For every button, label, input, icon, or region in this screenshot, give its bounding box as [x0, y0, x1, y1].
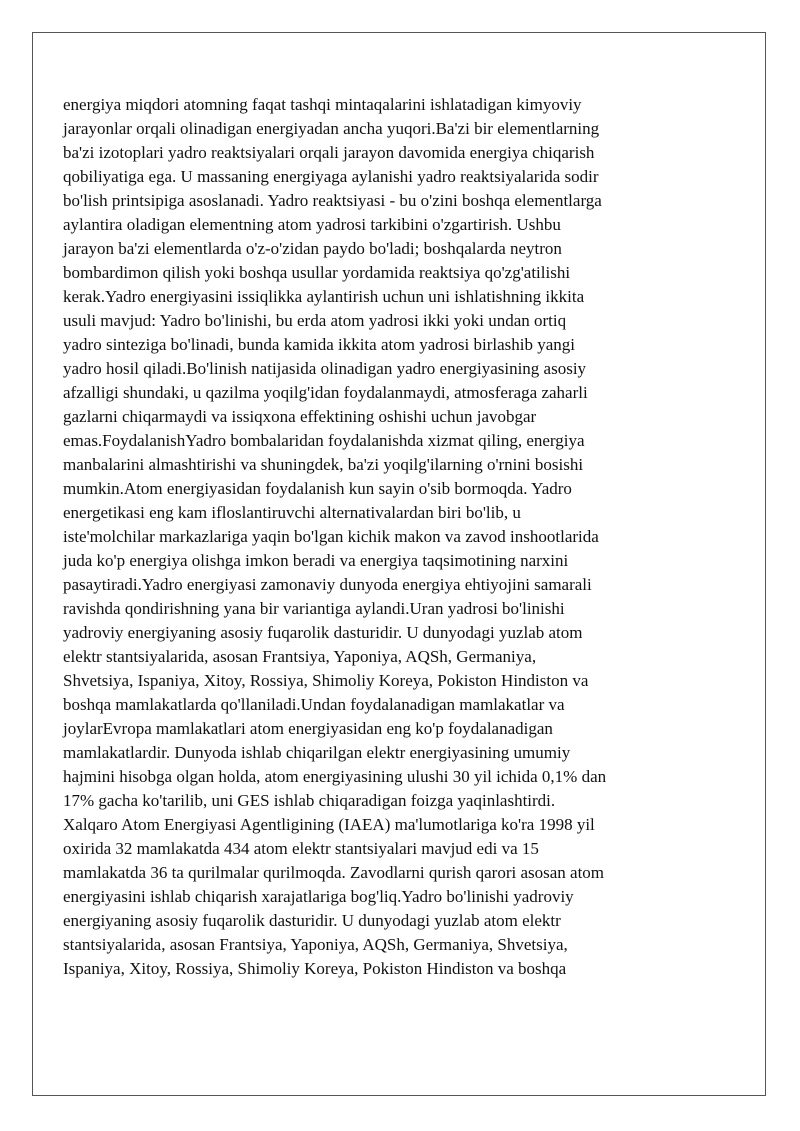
- text-line: energetikasi eng kam ifloslantiruvchi alternativalardan biri bo'lib, u: [63, 503, 521, 522]
- text-line: Xalqaro Atom Energiyasi Agentligining (IAEA) ma'lumotlariga ko'ra 1998 yil: [63, 815, 595, 834]
- text-line: 17% gacha ko'tarilib, uni GES ishlab chiqaradigan foizga yaqinlashtirdi.: [63, 791, 556, 810]
- text-line: stantsiyalarida, asosan Frantsiya, Yaponiya, AQSh, Germaniya, Shvetsiya,: [63, 935, 568, 954]
- text-line: pasaytiradi.Yadro energiyasi zamonaviy dunyoda energiya ehtiyojini samarali: [63, 575, 592, 594]
- text-line: yadroviy energiyaning asosiy fuqarolik dasturidir. U dunyodagi yuzlab atom: [63, 623, 583, 642]
- text-line: elektr stantsiyalarida, asosan Frantsiya, Yaponiya, AQSh, Germaniya,: [63, 647, 537, 666]
- text-line: yadro sinteziga bo'linadi, bunda kamida ikkita atom yadrosi birlashib yangi: [63, 335, 576, 354]
- text-line: energiya miqdori atomning faqat tashqi mintaqalarini ishlatadigan kimyoviy: [63, 95, 582, 114]
- text-line: aylantira oladigan elementning atom yadrosi tarkibini o'zgartirish. Ushbu: [63, 215, 561, 234]
- text-line: iste'molchilar markazlariga yaqin bo'lgan kichik makon va zavod inshootlarida: [63, 527, 599, 546]
- document-body: [63, 93, 673, 981]
- text-line: ba'zi izotoplari yadro reaktsiyalari orqali jarayon davomida energiya chiqarish: [63, 143, 595, 162]
- text-line: ravishda qondirishning yana bir variantiga aylandi.Uran yadrosi bo'linishi: [63, 599, 565, 618]
- text-line: mamlakatda 36 ta qurilmalar qurilmoqda. Zavodlarni qurish qarori asosan atom: [63, 863, 605, 882]
- text-line: yadro hosil qiladi.Bo'linish natijasida olinadigan yadro energiyasining asosiy: [63, 359, 587, 378]
- text-line: bombardimon qilish yoki boshqa usullar yordamida reaktsiya qo'zg'atilishi: [63, 263, 571, 282]
- text-line: emas.FoydalanishYadro bombalaridan foydalanishda xizmat qiling, energiya: [63, 431, 585, 450]
- text-line: qobiliyatiga ega. U massaning energiyaga aylanishi yadro reaktsiyalarida sodir: [63, 167, 599, 186]
- text-line: jarayon ba'zi elementlarda o'z-o'zidan paydo bo'ladi; boshqalarda neytron: [63, 239, 562, 258]
- text-line: boshqa mamlakatlarda qo'llaniladi.Undan foydalanadigan mamlakatlar va: [63, 695, 565, 714]
- text-line: gazlarni chiqarmaydi va issiqxona effektining oshishi uchun javobgar: [63, 407, 537, 426]
- text-line: energiyasini ishlab chiqarish xarajatlariga bog'liq.Yadro bo'linishi yadroviy: [63, 887, 574, 906]
- text-line: Ispaniya, Xitoy, Rossiya, Shimoliy Koreya, Pokiston Hindiston va boshqa: [63, 959, 567, 978]
- text-line: manbalarini almashtirishi va shuningdek, ba'zi yoqilg'ilarning o'rnini bosishi: [63, 455, 584, 474]
- text-line: hajmini hisobga olgan holda, atom energiyasining ulushi 30 yil ichida 0,1% dan: [63, 767, 607, 786]
- text-line: Shvetsiya, Ispaniya, Xitoy, Rossiya, Shimoliy Koreya, Pokiston Hindiston va: [63, 671, 589, 690]
- text-line: kerak.Yadro energiyasini issiqlikka aylantirish uchun uni ishlatishning ikkita: [63, 287, 585, 306]
- text-line: mamlakatlardir. Dunyoda ishlab chiqarilgan elektr energiyasining umumiy: [63, 743, 571, 762]
- text-line: usuli mavjud: Yadro bo'linishi, bu erda atom yadrosi ikki yoki undan ortiq: [63, 311, 567, 330]
- text-line: oxirida 32 mamlakatda 434 atom elektr stantsiyalari mavjud edi va 15: [63, 839, 539, 858]
- text-line: jarayonlar orqali olinadigan energiyadan ancha yuqori.Ba'zi bir elementlarning: [63, 119, 600, 138]
- text-line: afzalligi shundaki, u qazilma yoqilg'idan foydalanmaydi, atmosferaga zaharli: [63, 383, 588, 402]
- text-line: mumkin.Atom energiyasidan foydalanish kun sayin o'sib bormoqda. Yadro: [63, 479, 572, 498]
- text-line: bo'lish printsipiga asoslanadi. Yadro reaktsiyasi - bu o'zini boshqa elementlarga: [63, 191, 602, 210]
- text-line: joylarEvropa mamlakatlari atom energiyasidan eng ko'p foydalanadigan: [63, 719, 553, 738]
- text-line: energiyaning asosiy fuqarolik dasturidir. U dunyodagi yuzlab atom elektr: [63, 911, 561, 930]
- text-line: juda ko'p energiya olishga imkon beradi va energiya taqsimotining narxini: [63, 551, 569, 570]
